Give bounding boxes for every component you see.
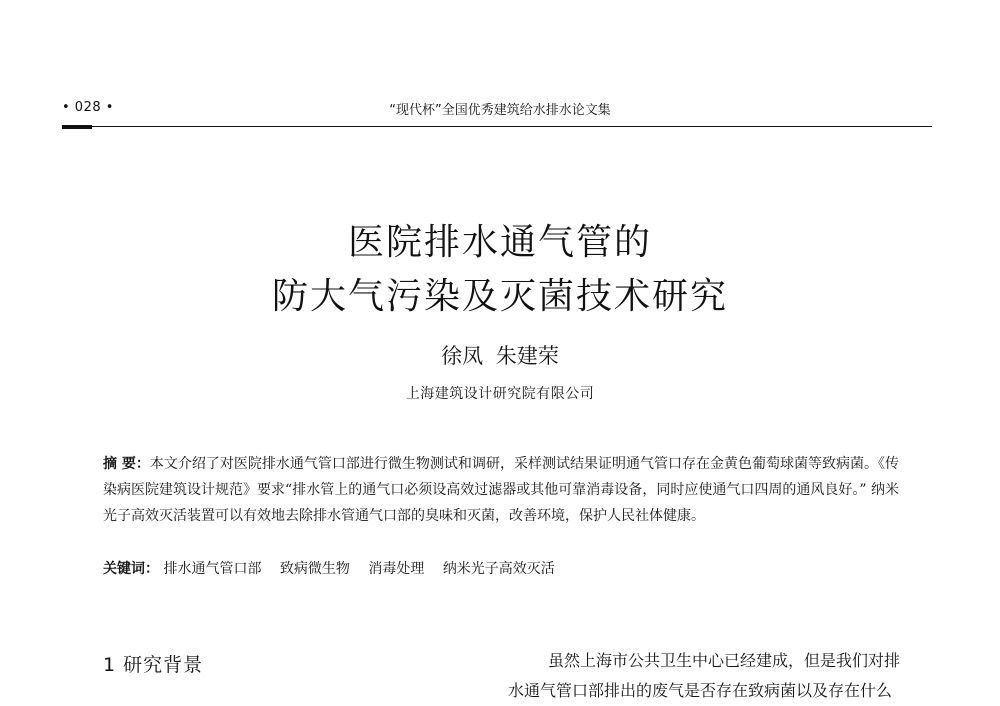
paper-title-line-1: 医院排水通气管的 [347, 222, 652, 263]
section-heading: 1 研究背景 [103, 654, 204, 676]
header-rule-accent [62, 125, 92, 129]
body-line: 虽然上海市公共卫生中心已经建成，但是我们对排 [548, 651, 901, 670]
affiliation: 上海建筑设计研究院有限公司 [405, 386, 595, 402]
header-rule [62, 126, 932, 127]
keyword-item: 排水通气管口部 [163, 561, 262, 577]
running-header-title: “现代杯”全国优秀建筑给水排水论文集 [389, 103, 611, 118]
page-number: • 028 • [62, 100, 114, 115]
body-paragraph [508, 646, 938, 706]
author-list: 徐凤 朱建荣 [441, 344, 559, 368]
abstract [103, 451, 899, 529]
body-line: 水通气管口部排出的废气是否存在致病菌以及存在什么 [508, 681, 893, 700]
keyword-item: 消毒处理 [368, 561, 425, 577]
keyword-item: 致病微生物 [279, 561, 350, 577]
paper-title-line-2: 防大气污染及灭菌技术研究 [271, 276, 728, 317]
keywords [103, 558, 569, 578]
abstract-label: 摘 要： [103, 456, 150, 472]
keyword-item: 纳米光子高效灭活 [442, 561, 555, 577]
abstract-text: 本文介绍了对医院排水通气管口部进行微生物测试和调研，采样测试结果证明通气管口存在金黄色葡萄球菌等致病菌。《传染病医院建筑设计规范》要求“排水管上的通气口必须设高效过滤器或其他可靠消毒设备，同时应使通气口四周的通风良好。” 纳米光子高效灭活装置可以有效地去除排水管通气口部的臭味和灭菌，改善环境，保护人民社体健康。 [103, 456, 900, 524]
keywords-label: 关键词： [103, 561, 159, 577]
